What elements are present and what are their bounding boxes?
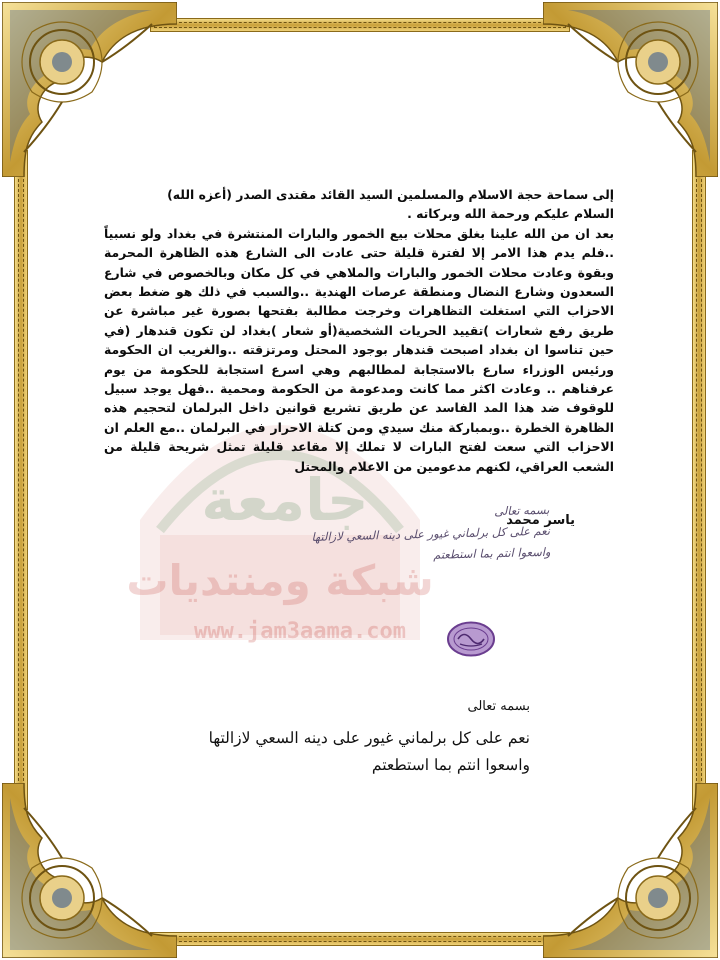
letter-address: إلى سماحة حجة الاسلام والمسلمين السيد القائد مقتدى الصدر (أعزه الله) [167, 187, 614, 202]
corner-ornament-top-right [543, 2, 718, 177]
typed-reply-line-2: واسعوا انتم بما استطعتم [371, 756, 530, 774]
letter-greeting: السلام عليكم ورحمة الله وبركاته . [407, 206, 614, 222]
letter-paragraph: بعد ان من الله علينا بغلق محلات بيع الخمور والبارات المنتشرة في بغداد ولو نسبياً ..فلم يدم هذا الامر إلا لفترة قليلة حتى عادت الى الشارع هذه الظاهرة المحرمة وبقوة وعادت محلات الخمور والبارات والملاهي في كل مكان وبالخصوص في شارع السعدون وشارع النضال ومنطقة عرصات الهندية ..والسبب في ذلك هو ضغط بعض الاحزاب التي استغلت التظاهرات وخرجت مطالبة بفتحها بصورة غير مباشرة عن طريق رفع شعارات )تقييد الحريات الشخصية(أو شعار )بغداد لن تكون قندهار (في حين تناسوا ان بغداد اصبحت قندهار بوجود المحتل ومرتزقته ..والغريب ان الحكومة ورئيس الوزراء سارع بالاستجابة لمطالبهم وهي اسرع استجابة للحكومة من يوم عرفناهم .. وعادت اكثر مما كانت ومدعومة من الحكومة ومحمية ..فهل يوجد سبيل للوقوف ضد هذا المد الفاسد عن طريق تشريع قوانين داخل البرلمان لتحجيم هذه الظاهرة الخطرة ..وبمباركة منك سيدي ومن كتلة الاحرار في البرلمان ..مع العلم ان الاحزاب التي سعت لفتح البارات لا تملك إلا مقاعد قليلة تمثل شريحة قليلة من الشعب العراقي، لكنهم مدعومين من الاعلام والمحتل [104, 225, 614, 474]
typed-reply [190, 697, 530, 779]
corner-ornament-bottom-right [543, 783, 718, 958]
handwritten-line-1: بسمه تعالى [493, 502, 550, 519]
watermark-url: www.jam3aama.com [194, 619, 406, 644]
corner-ornament-top-left [2, 2, 177, 177]
handwritten-line-3: واسعوا انتم بما استطعتم [433, 544, 551, 562]
handwritten-line-2: نعم على كل برلماني غيور على دينه السعي لازالتها [311, 523, 551, 544]
frame-left-border [14, 150, 28, 810]
frame-right-border [692, 150, 706, 810]
letter-signature: ياسر محمد [506, 513, 575, 528]
office-seal-stamp [446, 620, 496, 658]
frame-bottom-border [150, 932, 570, 946]
watermark-brand: جامعة [201, 466, 369, 534]
frame-top-border [150, 18, 570, 32]
letter-body [104, 185, 614, 476]
handwritten-reply [299, 500, 551, 570]
corner-ornament-bottom-left [2, 783, 177, 958]
watermark-subtitle: شبكة ومنتديات [126, 556, 434, 605]
typed-reply-heading: بسمه تعالى [467, 699, 530, 714]
typed-reply-line-1: نعم على كل برلماني غيور على دينه السعي لازالتها [208, 729, 530, 747]
